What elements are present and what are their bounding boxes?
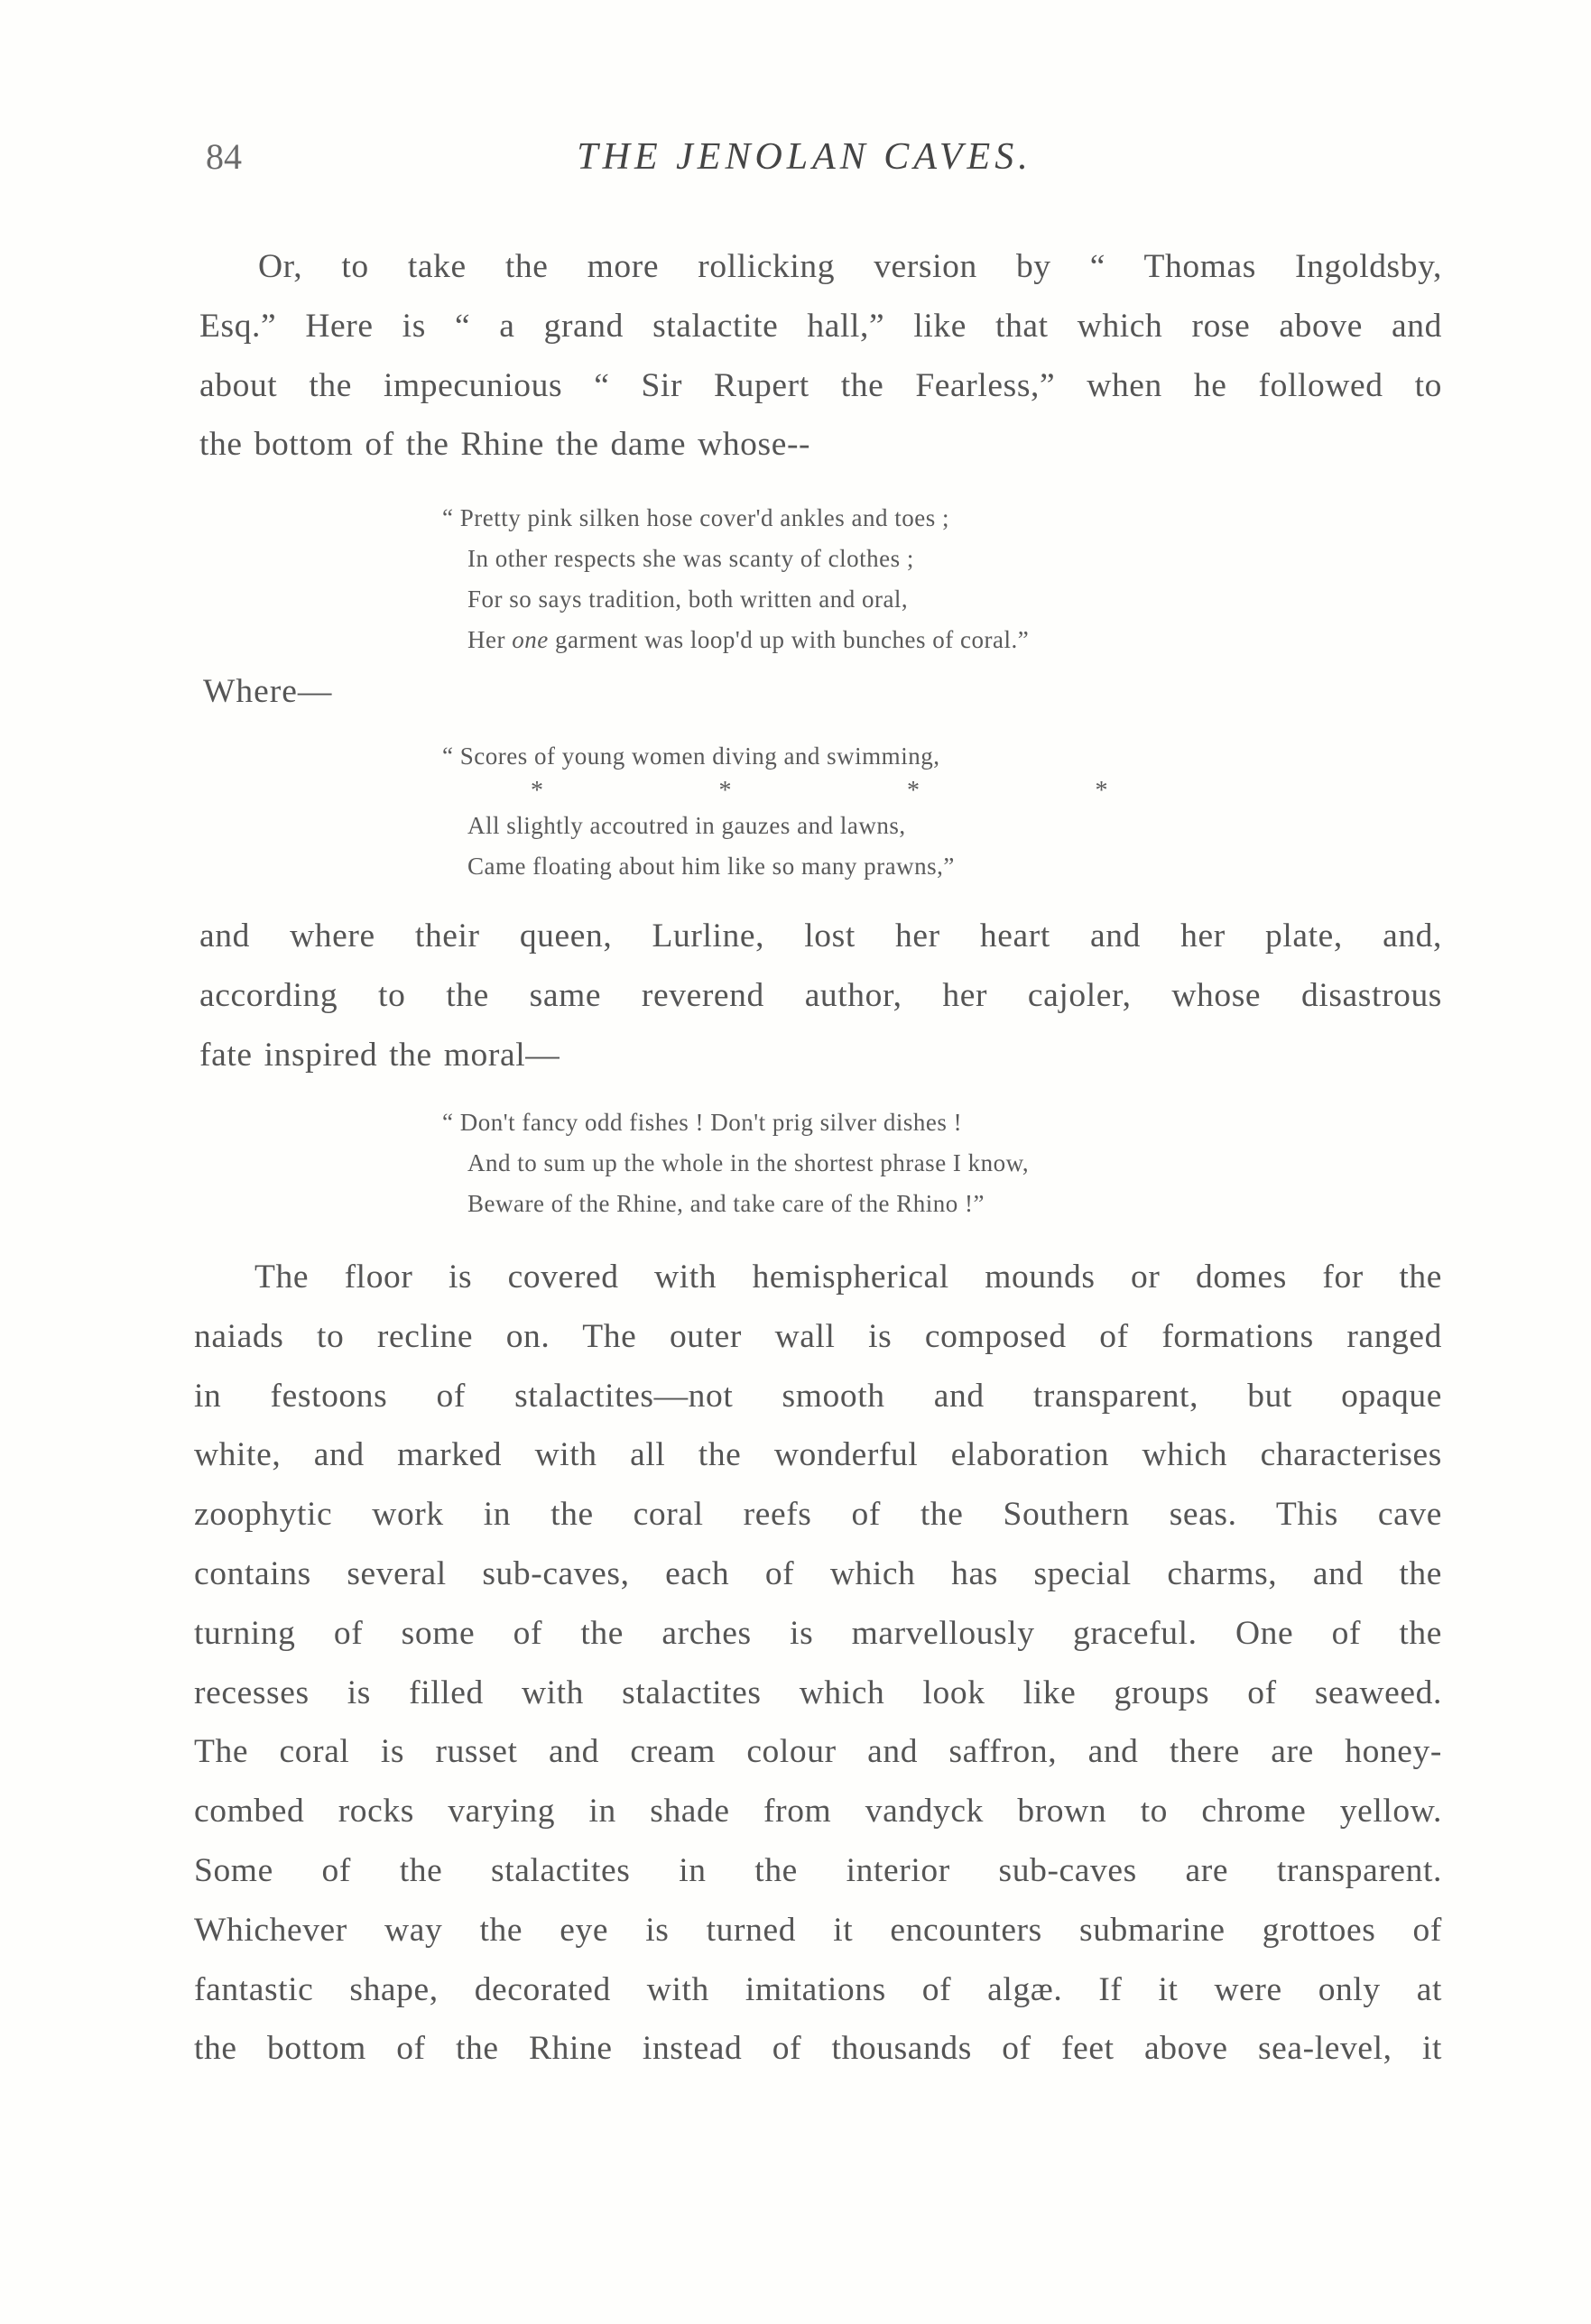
- verse-line: “ Don't fancy odd fishes ! Don't prig silver dishes !: [442, 1109, 963, 1136]
- text-line: and where their queen, Lurline, lost her heart and her plate, and,: [199, 918, 1442, 954]
- running-title: THE JENOLAN CAVES.: [577, 136, 1032, 178]
- verse-line: And to sum up the whole in the shortest phrase I know,: [467, 1149, 1030, 1176]
- verse-text: garment was loop'd up with bunches of coral.”: [548, 626, 1030, 653]
- verse-line: Beware of the Rhine, and take care of the Rhino !”: [467, 1190, 985, 1217]
- verse-line: In other respects she was scanty of clothes ;: [467, 545, 914, 572]
- text-line: Some of the stalactites in the interior sub-caves are transparent.: [194, 1851, 1442, 1889]
- text-line: contains several sub-caves, each of which has special charms, and the: [194, 1554, 1442, 1592]
- page-number: 84: [206, 136, 242, 177]
- text-line: recesses is filled with stalactites which look like groups of seaweed.: [194, 1674, 1442, 1711]
- verse-line: [442, 620, 1029, 660]
- verse-line: All slightly accoutred in gauzes and lawns,: [467, 812, 906, 839]
- verse-quotation-2: [442, 736, 1108, 887]
- verse-line: For so says tradition, both written and oral,: [467, 586, 909, 613]
- text-line: fantastic shape, decorated with imitations of algæ. If it were only at: [194, 1970, 1442, 2008]
- verse-line: “ Scores of young women diving and swimming,: [442, 742, 940, 770]
- where-label: Where—: [203, 673, 333, 710]
- text-line: naiads to recline on. The outer wall is composed of formations ranged: [194, 1317, 1442, 1355]
- text-line: The floor is covered with hemispherical mounds or domes for the: [254, 1259, 1442, 1296]
- page-header: [0, 135, 1591, 189]
- text-line: about the impecunious “ Sir Rupert the Fearless,” when he followed to: [199, 366, 1442, 404]
- verse-quotation-1: [442, 498, 1029, 660]
- text-line: combed rocks varying in shade from vandyck brown to chrome yellow.: [194, 1793, 1442, 1831]
- text-line: white, and marked with all the wonderful elaboration which characterises: [194, 1436, 1442, 1474]
- text-line: Whichever way the eye is turned it encounters submarine grottoes of: [194, 1911, 1442, 1949]
- text-line: Or, to take the more rollicking version by “ Thomas Ingoldsby,: [258, 248, 1442, 285]
- text-line: Esq.” Here is “ a grand stalactite hall,” like that which rose above and: [199, 307, 1442, 345]
- text-line: fate inspired the moral—: [199, 1036, 560, 1074]
- text-line: The coral is russet and cream colour and saffron, and there are honey-: [194, 1733, 1442, 1771]
- paragraph-floor-description: [194, 1248, 1442, 2079]
- verse-italic-word: one: [512, 626, 549, 653]
- star: *: [1095, 777, 1108, 805]
- ellipsis-stars: [531, 777, 1108, 806]
- star: *: [531, 777, 544, 805]
- verse-line: Came floating about him like so many prawns,”: [467, 853, 955, 880]
- verse-line: “ Pretty pink silken hose cover'd ankles and toes ;: [442, 504, 949, 531]
- text-line: zoophytic work in the coral reefs of the Southern seas. This cave: [194, 1496, 1442, 1534]
- text-line: the bottom of the Rhine instead of thousands of feet above sea-level, it: [194, 2030, 1442, 2068]
- verse-text: Her: [467, 626, 513, 653]
- text-line: according to the same reverend author, her cajoler, whose disastrous: [199, 976, 1442, 1014]
- paragraph-intro: [199, 237, 1442, 475]
- paragraph-lurline: [199, 907, 1442, 1084]
- text-line: in festoons of stalactites—not smooth and transparent, but opaque: [194, 1377, 1442, 1415]
- text-line: turning of some of the arches is marvellously graceful. One of the: [194, 1614, 1442, 1652]
- text-line: the bottom of the Rhine the dame whose--: [199, 426, 811, 464]
- star: *: [907, 777, 920, 805]
- verse-quotation-3: [442, 1102, 1029, 1224]
- star: *: [718, 777, 732, 805]
